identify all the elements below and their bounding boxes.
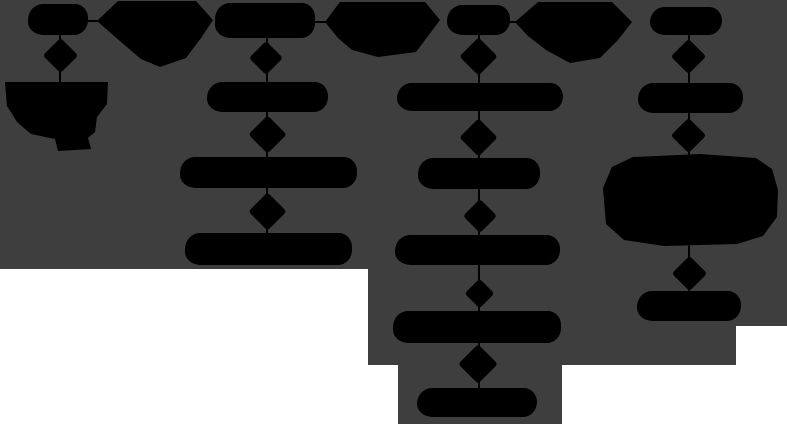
col3-node-blob-3	[395, 235, 560, 265]
col4-node-blob-1	[638, 83, 743, 113]
col4-top-label-blob	[650, 7, 722, 35]
col3-top-label-blob	[447, 5, 510, 35]
col3-node-blob-5	[417, 388, 537, 417]
col3-node-blob-4	[393, 311, 561, 343]
col4-terminal-blob	[603, 154, 778, 246]
col2-callout-connector	[314, 21, 326, 23]
col3-node-blob-2	[418, 158, 540, 189]
col4-node-blob-2	[637, 291, 741, 321]
col2-node-blob-3	[185, 233, 352, 265]
col1-top-label-blob	[28, 4, 88, 35]
col3-node-blob-1	[397, 83, 563, 111]
col2-node-blob-2	[180, 157, 357, 188]
col2-node-blob-1	[207, 82, 328, 112]
col2-top-label-blob	[215, 3, 315, 38]
